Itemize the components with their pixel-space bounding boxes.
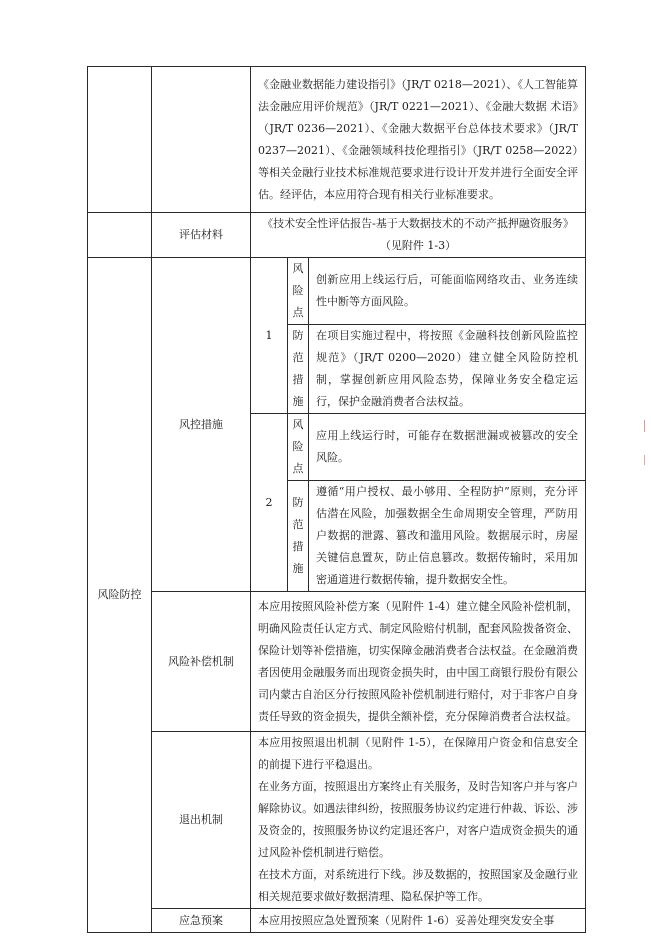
compensation-text: 本应用按照风险补偿方案（见附件 1-4）建立健全风险补偿机制，明确风险责任认定方式、制定风险赔付机制，配套风险拨备资金、保险计划等补偿措施，切实保障金融消费者合法权益。在金融消费者因使用金融服务而出现资金损失时，由中国工商银行股份有限公司内蒙古自治区分行按照风险补偿机制进行赔付，对于非客户自身责任导致的资金损失，提供全额补偿，充分保障消费者合法权益。 (251, 592, 586, 732)
edge-mark (644, 455, 649, 465)
emergency-text: 本应用按照应急处置预案（见附件 1-6）妥善处理突发安全事 (251, 909, 586, 933)
risk-point-tag: 风 险 点 (288, 258, 309, 325)
exit-paragraph: 在业务方面，按照退出方案终止有关服务，及时告知客户并与客户解除协议。如遇法律纠纷，按照服务协议约定进行仲裁、诉讼、涉及资金的，按照服务协议约定退还客户，对客户造成资金损失的通过风险补偿机制进行赔偿。 (258, 780, 578, 859)
assessment-text: 《技术安全性评估报告-基于大数据技术的不动产抵押融资服务》（见附件 1-3） (251, 213, 586, 258)
edge-mark (644, 420, 649, 432)
blank-cell-mid (152, 67, 251, 213)
controls-label: 风控措施 (152, 258, 251, 592)
exit-paragraph: 本应用按照退出机制（见附件 1-5），在保障用户资金和信息安全的前提下进行平稳退出。 (258, 736, 578, 771)
control-item-number: 1 (251, 258, 288, 414)
assessment-label: 评估材料 (152, 213, 251, 258)
measure-tag: 防 范 措 施 (288, 481, 309, 592)
risk-table (87, 66, 586, 933)
blank-cell-left (88, 67, 152, 213)
risk-point-tag: 风 险 点 (288, 414, 309, 481)
measure-text: 遵循“用户授权、最小够用、全程防护”原则，充分评估潜在风险，加强数据全生命周期安全管理，严防用户数据的泄露、篡改和滥用风险。数据展示时，房屋关键信息置灰，防止信息篡改。数据传输时，采用加密通道进行数据传输，提升数据安全性。 (309, 481, 586, 592)
risk-point-text: 应用上线运行时，可能存在数据泄漏或被篡改的安全风险。 (309, 414, 586, 481)
exit-paragraph: 在技术方面，对系统进行下线。涉及数据的，按照国家及金融行业相关规范要求做好数据清理、隐私保护等工作。 (258, 868, 578, 903)
exit-text (251, 732, 586, 909)
emergency-label: 应急预案 (152, 909, 251, 933)
blank-cell-left-2 (88, 213, 152, 258)
exit-label: 退出机制 (152, 732, 251, 909)
measure-text: 在项目实施过程中，将按照《金融科技创新风险监控规范》（JR/T 0200—2020）建立健全风险防控机制，掌握创新应用风险态势，保障业务安全稳定运行，保护金融消费者合法权益。 (309, 325, 586, 414)
control-item-number: 2 (251, 414, 288, 592)
risk-section-label: 风险防控 (88, 258, 152, 933)
standards-text: 《金融业数据能力建设指引》（JR/T 0218—2021）、《人工智能算法金融应用评价规范》（JR/T 0221—2021）、《金融大数据 术语》（JR/T 0236—2021）、《金融大数据平台总体技术要求》（JR/T 0237—2021）、《金融领域科技伦理指引》（JR/T 0258—2022）等相关金融行业技术标准规范要求进行设计开发并进行全面安全评估。经评估，本应用符合现有相关行业标准要求。 (251, 67, 586, 213)
compensation-label: 风险补偿机制 (152, 592, 251, 732)
measure-tag: 防 范 措 施 (288, 325, 309, 414)
risk-point-text: 创新应用上线运行后，可能面临网络攻击、业务连续性中断等方面风险。 (309, 258, 586, 325)
